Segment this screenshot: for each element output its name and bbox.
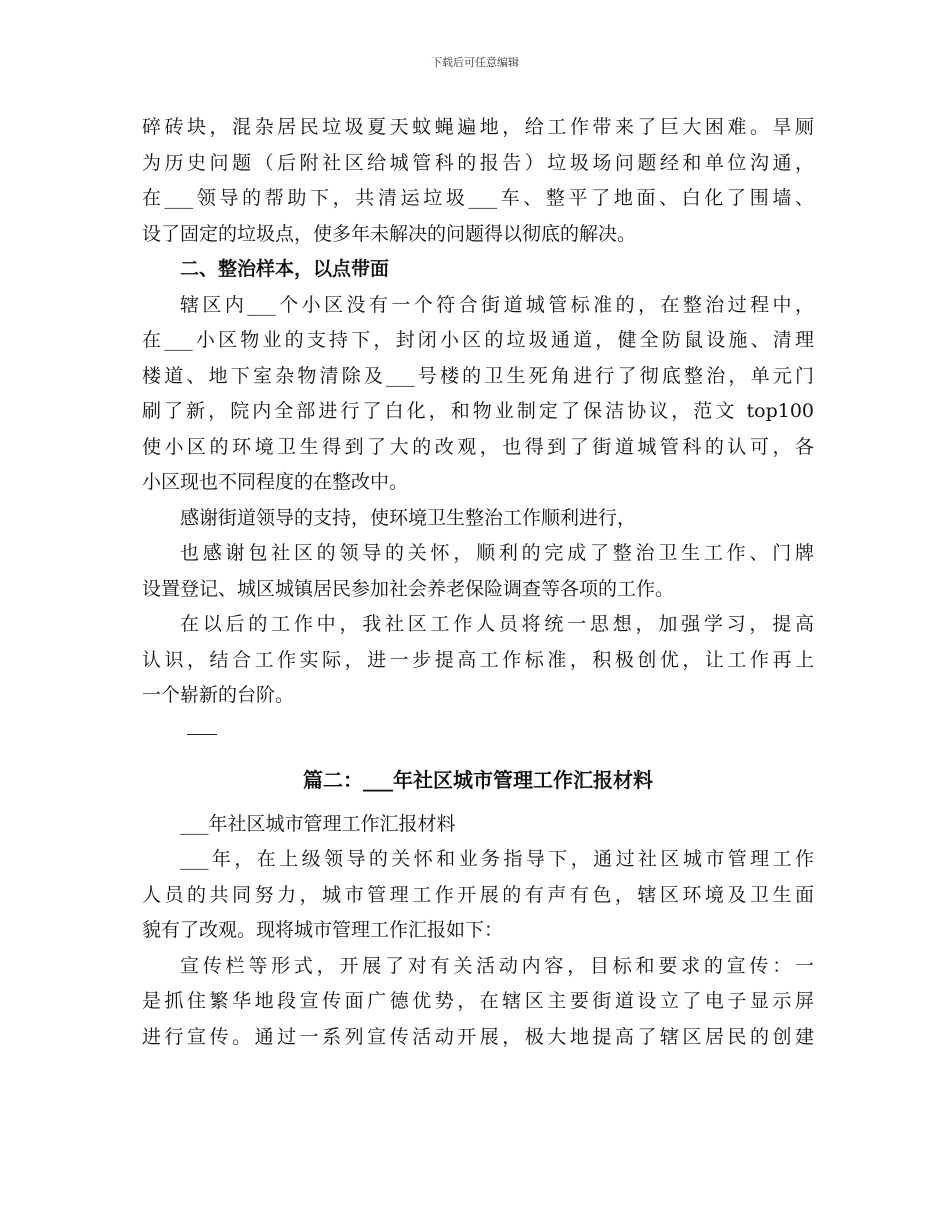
text-line: 辖区内___个小区没有一个符合街道城管标准的，在整治过程中， — [180, 293, 814, 316]
text-line: ___年，在上级领导的关怀和业务指导下，通过社区城市管理工作 — [180, 848, 814, 870]
paragraph-4 — [142, 536, 814, 607]
text-line: 认识，结合工作实际，进一步提高工作标准，积极创优，让工作再上 — [142, 648, 814, 671]
text-line: 为历史问题（后附社区给城管科的报告）垃圾场问题经和单位沟通， — [142, 151, 814, 174]
document-body — [142, 110, 814, 1055]
text-line: 设了固定的垃圾点，使多年未解决的问题得以彻底的解决。 — [142, 222, 637, 245]
text-line: 一个崭新的台阶。 — [142, 684, 295, 706]
underline-mark — [187, 734, 217, 735]
text-line: 在___小区物业的支持下，封闭小区的垃圾通道，健全防鼠设施、清理 — [142, 329, 814, 351]
text-line: 小区现也不同程度的在整改中。 — [142, 471, 409, 493]
text-line: 人员的共同努力，城市管理工作开展的有声有色，辖区环境及卫生面 — [142, 883, 814, 906]
section-heading: 二、整治样本，以点带面 — [180, 258, 390, 280]
text-line: 进行宣传。通过一系列宣传活动开展，极大地提高了辖区居民的创建 — [142, 1025, 814, 1048]
text-line: 也感谢包社区的领导的关怀，顺利的完成了整治卫生工作、门牌 — [180, 542, 814, 564]
paragraph-6: ___年社区城市管理工作汇报材料 — [180, 812, 456, 835]
text-line: 是抓住繁华地段宣传面广德优势，在辖区主要街道设立了电子显示屏 — [142, 990, 814, 1012]
paragraph-7 — [142, 842, 814, 949]
page-header: 下载后可任意编辑 — [431, 56, 519, 69]
text-line: 刷了新，院内全部进行了白化，和物业制定了保洁协议，范文 top100 — [142, 400, 814, 422]
text-line: 宣传栏等形式，开展了对有关活动内容，目标和要求的宣传：一 — [180, 954, 814, 977]
text-line: 貌有了改观。现将城市管理工作汇报如下： — [142, 919, 504, 941]
text-line: 在___领导的帮助下，共清运垃圾___车、整平了地面、白化了围墙、 — [142, 187, 814, 209]
text-line: 楼道、地下室杂物清除及___号楼的卫生死角进行了彻底整治，单元门 — [142, 364, 814, 387]
text-line: 碎砖块，混杂居民垃圾夏天蚊蝇遍地，给工作带来了巨大困难。旱厕 — [142, 116, 814, 138]
text-line: 使小区的环境卫生得到了大的改观，也得到了街道城管科的认可，各 — [142, 435, 814, 458]
paragraph-1 — [142, 110, 814, 252]
paragraph-8 — [142, 949, 814, 1056]
paragraph-5 — [142, 607, 814, 714]
paragraph-2 — [142, 288, 814, 501]
text-line: 设置登记、城区城镇居民参加社会养老保险调查等各项的工作。 — [142, 577, 675, 600]
section-title: 篇二：___年社区城市管理工作汇报材料 — [303, 768, 653, 792]
blank-underline — [142, 714, 814, 750]
text-line: 在以后的工作中，我社区工作人员将统一思想，加强学习，提高 — [180, 613, 814, 635]
paragraph-3: 感谢街道领导的支持，使环境卫生整治工作顺利进行， — [180, 506, 637, 529]
